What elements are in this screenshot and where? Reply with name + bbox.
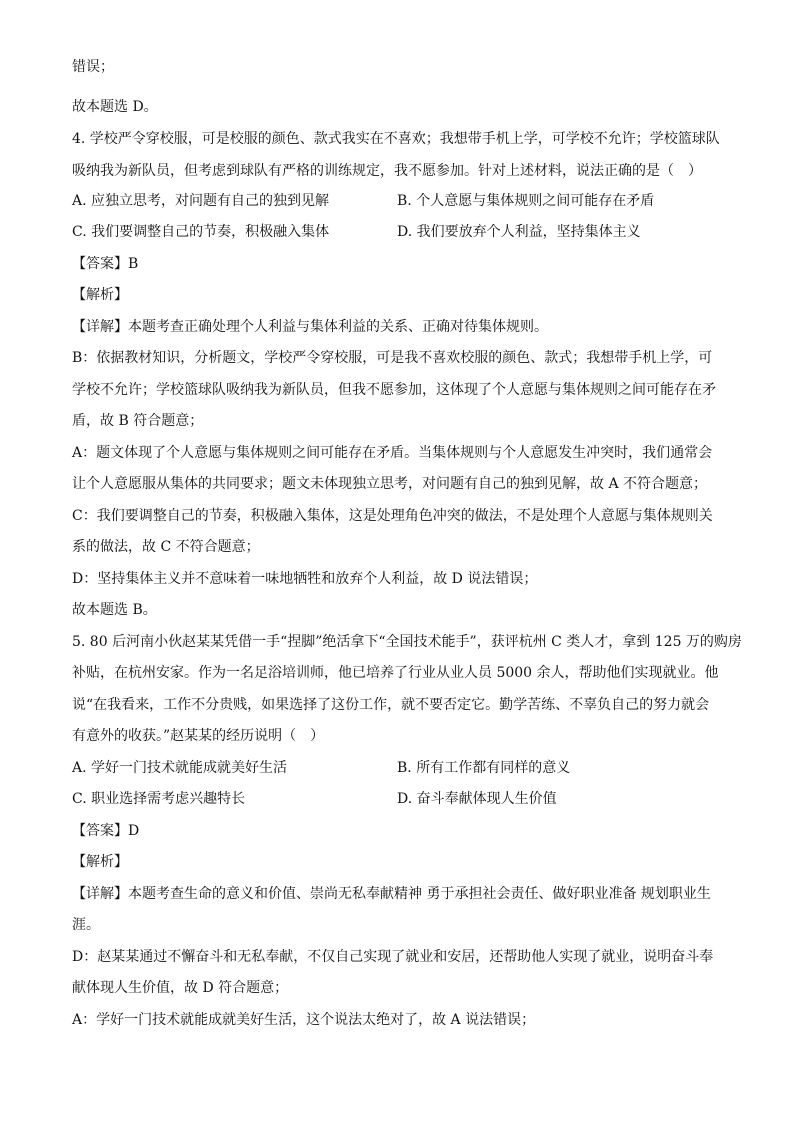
question-5-stem: 补贴，在杭州安家。作为一名足浴培训师，他已培养了行业从业人员 5000 余人，帮助他们实现就业。他 [72, 665, 719, 681]
answer-label: 【答案】B [72, 256, 139, 272]
option-d: D. 我们要放弃个人利益，坚持集体主义 [397, 224, 641, 240]
question-4-stem: 吸纳我为新队员，但考虑到球队有严格的训练规定，我不愿参加。针对上述材料，说法正确的是（ ） [72, 163, 702, 179]
text-line: 错误； [72, 59, 114, 75]
detail-line: 【详解】本题考查正确处理个人利益与集体利益的关系、正确对待集体规则。 [72, 319, 548, 335]
detail-line: B：依据教材知识，分析题文，学校严令穿校服，可是我不喜欢校服的颜色、款式；我想带手机上学，可 [72, 350, 713, 366]
option-b: B. 个人意愿与集体规则之间可能存在矛盾 [397, 193, 655, 209]
question-5-stem: 5. 80 后河南小伙赵某某凭借一手“捏脚”绝活拿下“全国技术能手”，获评杭州 C 类人才，拿到 125 万的购房 [72, 634, 742, 650]
question-5-stem: 有意外的收获。”赵某某的经历说明（ ） [72, 728, 325, 744]
detail-line: 学校不允许；学校篮球队吸纳我为新队员，但我不愿参加，这体现了个人意愿与集体规则之间可能存在矛 [72, 382, 716, 398]
detail-line: 【详解】本题考查生命的意义和价值、崇尚无私奉献精神 勇于承担社会责任、做好职业准备 规划职业生 [72, 886, 711, 902]
detail-line: D：坚持集体主义并不意味着一味地牺牲和放弃个人利益，故 D 说法错误； [72, 571, 538, 587]
detail-line: 涯。 [72, 917, 100, 933]
answer-label: 【答案】D [72, 823, 140, 839]
detail-line: 系的做法，故 C 不符合题意； [72, 539, 260, 555]
question-5-stem: 说“在我看来，工作不分贵贱，如果选择了这份工作，就不要否定它。勤学苦练、不辜负自己的努力就会 [72, 697, 710, 713]
detail-line: 献体现人生价值，故 D 符合题意； [72, 980, 289, 996]
detail-line: C：我们要调整自己的节奏，积极融入集体，这是处理角色冲突的做法，不是处理个人意愿与集体规则关 [72, 508, 713, 524]
detail-line: D：赵某某通过不懈奋斗和无私奉献，不仅自己实现了就业和安居，还帮助他人实现了就业，说明奋斗奉 [72, 949, 714, 965]
detail-line: A：学好一门技术就能成就美好生活，这个说法太绝对了，故 A 说法错误； [72, 1012, 536, 1028]
option-d: D. 奋斗奉献体现人生价值 [397, 791, 557, 807]
analysis-label: 【解析】 [72, 287, 128, 303]
detail-line: 盾，故 B 符合题意； [72, 413, 204, 429]
text-line: 故本题选 D。 [72, 99, 158, 115]
option-a: A. 应独立思考，对问题有自己的独到见解 [72, 193, 330, 209]
option-c: C. 我们要调整自己的节奏，积极融入集体 [72, 224, 330, 240]
option-b: B. 所有工作都有同样的意义 [397, 760, 571, 776]
option-a: A. 学好一门技术就能成就美好生活 [72, 760, 288, 776]
detail-line: 让个人意愿服从集体的共同要求；题文未体现独立思考，对问题有自己的独到见解，故 A 不符合题意； [72, 476, 708, 492]
detail-line: A：题文体现了个人意愿与集体规则之间可能存在矛盾。当集体规则与个人意愿发生冲突时，我们通常会 [72, 445, 713, 461]
analysis-label: 【解析】 [72, 854, 128, 870]
detail-line: 故本题选 B。 [72, 602, 157, 618]
question-4-stem: 4. 学校严令穿校服，可是校服的颜色、款式我实在不喜欢；我想带手机上学，可学校不允许；学校篮球队 [72, 131, 720, 147]
option-c: C. 职业选择需考虑兴趣特长 [72, 791, 246, 807]
